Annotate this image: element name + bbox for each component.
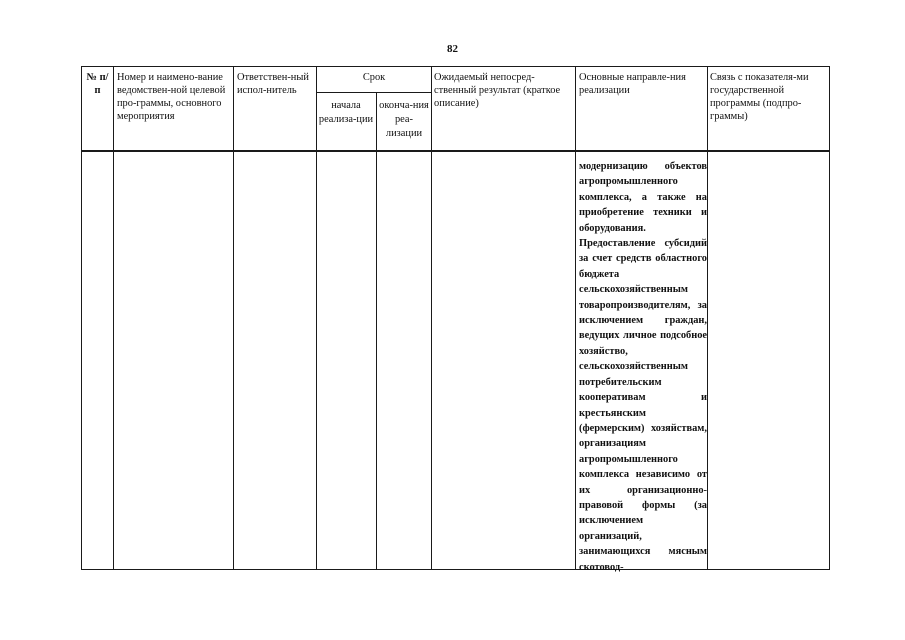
col-line-2 [233,66,234,570]
header-directions: Основные направле-ния реализации [579,72,686,96]
col-line-8 [829,66,830,570]
header-term-start: начала реализа-ции [318,100,374,125]
col-line-6 [575,66,576,570]
header-link: Связь с показателя-ми государственной программы (подпро-граммы) [710,72,809,122]
header-num: № п/п [86,72,109,96]
col-line-3 [316,66,317,570]
col-line-5 [431,66,432,570]
table-border-bottom [81,569,830,570]
header-term-end: оконча-ния реа-лизации [379,100,429,139]
header-bottom-line [81,150,830,152]
directions-paragraph-1: модернизацию объектов агропромышленного комплекса, а также на приобретение техники и оборудования. [579,161,707,234]
header-result: Ожидаемый непосред-ственный результат (краткое описание) [434,72,561,109]
col-line-4 [376,92,377,570]
term-subheader-line [316,92,431,93]
header-executor: Ответствен-ный испол-нитель [237,72,309,96]
col-line-0 [81,66,82,570]
col-line-7 [707,66,708,570]
table-border-top [81,66,830,67]
row-directions [579,159,707,575]
header-program: Номер и наимено-вание ведомствен-ной целевой про-граммы, основного мероприятия [117,72,226,122]
col-line-1 [113,66,114,570]
page-number: 82 [447,43,458,55]
header-term: Срок [362,72,386,83]
directions-paragraph-2: Предоставление субсидий за счет средств областного бюджета сельскохозяйственным товаропроизводителям, за исключением граждан, ведущих личное подсобное хозяйство, сельскохозяйственным потребительским кооперативам и крестьянским (фермерским) хозяйствам, организациям агропромышленного комплекса независимо от их организационно-правовой формы (за исключением организаций, занимающихся мясным скотовод- [579,238,707,573]
